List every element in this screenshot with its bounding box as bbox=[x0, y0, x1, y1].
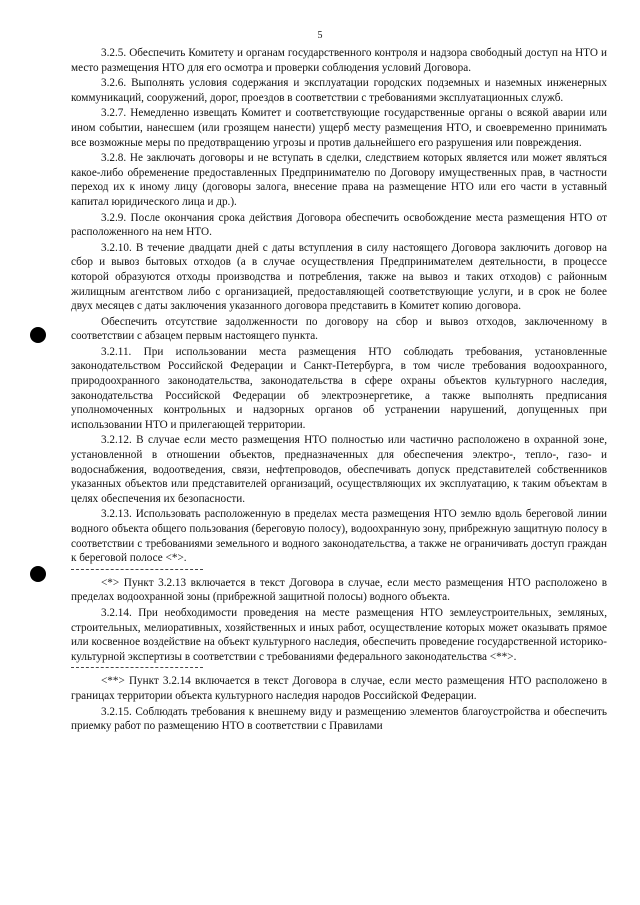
paragraph-3-2-10-continued: Обеспечить отсутствие задолженности по договору на сбор и вывоз отходов, заключенному в соответствии с абзацем первым настоящего пункта. bbox=[71, 315, 607, 343]
paragraph-3-2-5: 3.2.5. Обеспечить Комитету и органам государственного контроля и надзора свободный доступ на НТО и место размещения НТО для его осмотра и проверки соблюдения условий Договора. bbox=[71, 47, 607, 74]
paragraph-3-2-11: 3.2.11. При использовании места размещения НТО соблюдать требования, установленные законодательством Российской Федерации и Санкт-Петербурга, в том числе требования водоохранного, природоохранного законодательства, законодательства в сфере охраны объектов культурного наследия, законодательства Российской Федерации об электроэнергетике, а также выполнять предписания уполномоченных контрольных и надзорных органов об устранении нарушений, допущенных при использовании НТО и прилегающей территории. bbox=[71, 345, 607, 431]
paragraph-3-2-14: 3.2.14. При необходимости проведения на месте размещения НТО землеустроительных, земляных, строительных, мелиоративных, хозяйственных и иных работ, осуществление которых может оказывать прямое или косвенное воздействие на объект культурного наследия, обеспечить проведение государственной историко-культурной экспертизы в соответствии с требованиями федерального законодательства <**>. bbox=[71, 606, 607, 663]
paragraph-3-2-8: 3.2.8. Не заключать договоры и не вступать в сделки, следствием которых является или может являться какое-либо обременение предоставленных Предпринимателю по Договору имущественных прав, в частности переход их к иному лицу (договоры залога, внесение права на размещение НТО или его части в уставный капитал юридического лица и др.). bbox=[71, 152, 607, 208]
paragraph-3-2-7: 3.2.7. Немедленно извещать Комитет и соответствующие государственные органы о всякой аварии или ином событии, нанесшем (или грозящем нанести) ущерб месту размещения НТО, и своевременно принимать все возможные меры по предотвращению угрозы и против дальнейшего его разрушения или повреждения. bbox=[71, 107, 607, 149]
footnote-3-2-14: <**> Пункт 3.2.14 включается в текст Договора в случае, если место размещения НТО расположено в границах территории объекта культурного наследия народов Российской Федерации. bbox=[71, 675, 607, 702]
binder-hole-bottom bbox=[30, 566, 46, 582]
paragraph-3-2-13: 3.2.13. Использовать расположенную в пределах места размещения НТО землю вдоль береговой линии водного объекта общего пользования (береговую полосу), водоохранную зону, прибрежную защитную полосу в соответствии с требованиями земельного и водного законодательства, а также не ограничивать доступ граждан к береговой полосе <*>. bbox=[71, 508, 607, 565]
footnote-divider bbox=[71, 667, 203, 668]
paragraph-3-2-10: 3.2.10. В течение двадцати дней с даты вступления в силу настоящего Договора заключить договор на сбор и вывоз бытовых отходов (а в случае осуществления Предпринимателем деятельности, в процессе которой образуются отходы производства и потребления, также на вывоз и таких отходов) с районным жилищным агентством либо с организацией, предоставляющей соответствующие услуги, и в срок не более двух месяцев с даты заключения указанного договора представить в Комитет копию договора. bbox=[71, 241, 607, 313]
paragraph-3-2-12: 3.2.12. В случае если место размещения НТО полностью или частично расположено в охранной зоне, установленной в отношении объектов, предназначенных для обеспечения электро-, тепло-, газо- и водоснабжения, водоотведения, связи, нефтепроводов, обеспечивать допуск представителей собственников указанных объектов или представителей организаций, осуществляющих их эксплуатацию, к таким объектам в целях обеспечения их безопасности. bbox=[71, 434, 607, 505]
binder-hole-top bbox=[30, 327, 46, 343]
document-body bbox=[71, 46, 607, 735]
footnote-3-2-13: <*> Пункт 3.2.13 включается в текст Договора в случае, если место размещения НТО расположено в пределах водоохранной зоны (прибрежной защитной полосы) водного объекта. bbox=[71, 576, 607, 604]
footnote-divider bbox=[71, 569, 203, 570]
paragraph-3-2-15: 3.2.15. Соблюдать требования к внешнему виду и размещению элементов благоустройства и обеспечить приемку работ по размещению НТО в соответствии с Правилами bbox=[71, 705, 607, 733]
page-number: 5 bbox=[317, 30, 323, 41]
paragraph-3-2-6: 3.2.6. Выполнять условия содержания и эксплуатации городских подземных и наземных инженерных коммуникаций, сооружений, дорог, проездов в соответствии с требованиями эксплуатационных служб. bbox=[71, 77, 607, 104]
paragraph-3-2-9: 3.2.9. После окончания срока действия Договора обеспечить освобождение места размещения НТО от расположенного на нем НТО. bbox=[71, 211, 607, 239]
